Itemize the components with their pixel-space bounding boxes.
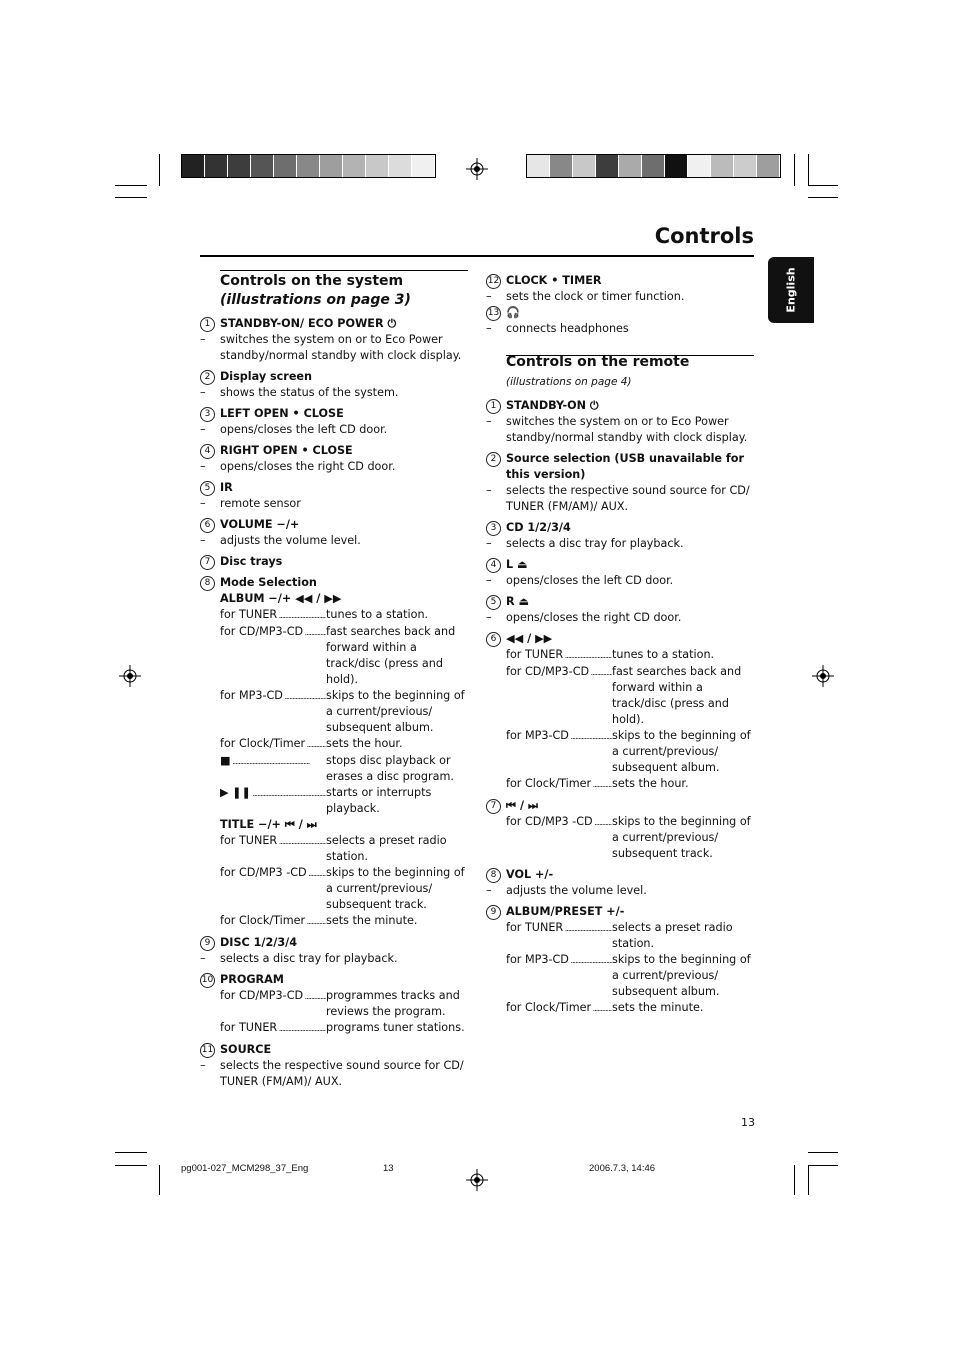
item-description: – opens/closes the right CD door. xyxy=(220,459,468,475)
item-title-text: PROGRAM xyxy=(220,973,284,986)
section-heading-text: Controls on the remote xyxy=(506,354,690,370)
row-value: sets the hour. xyxy=(326,737,403,750)
item-number: 4 xyxy=(486,558,501,573)
crop-mark xyxy=(794,154,795,186)
item-number: 6 xyxy=(200,518,215,533)
item-title-text: ◀◀ / ▶▶ xyxy=(506,632,553,645)
table-row xyxy=(220,753,468,785)
color-swatch xyxy=(320,155,343,177)
item-title xyxy=(204,575,468,591)
item-number: 4 xyxy=(200,444,215,459)
row-value: sets the minute. xyxy=(612,1001,704,1014)
section-heading-sub: (illustrations on page 4) xyxy=(506,376,632,388)
item-description: – shows the status of the system. xyxy=(220,385,468,401)
row-value: tunes to a station. xyxy=(612,648,715,661)
crop-mark xyxy=(115,1165,147,1166)
row-value: selects a preset radio station. xyxy=(612,921,733,950)
item-title-text: R ⏏ xyxy=(506,595,530,608)
item-number: 9 xyxy=(200,936,215,951)
row-label: for MP3-CD ..... xyxy=(506,728,612,776)
color-swatch xyxy=(734,155,757,177)
album-rows xyxy=(220,607,468,817)
row-value: skips to the beginning of a current/previous/ subsequent album. xyxy=(326,689,465,734)
color-swatch xyxy=(343,155,366,177)
page-number: 13 xyxy=(741,1116,755,1129)
registration-mark-icon xyxy=(466,158,488,180)
color-bar-left xyxy=(181,154,436,178)
section-heading xyxy=(506,353,754,392)
table-row xyxy=(506,664,754,728)
registration-mark-icon xyxy=(812,665,834,687)
color-swatch xyxy=(205,155,228,177)
section-heading xyxy=(220,272,468,310)
item-title xyxy=(490,904,754,920)
item-title xyxy=(490,867,754,883)
crop-mark xyxy=(808,1165,809,1195)
table-row xyxy=(220,688,468,736)
list-item xyxy=(204,316,468,364)
item-number: 13 xyxy=(486,306,501,321)
list-item xyxy=(204,554,468,570)
item-title xyxy=(204,443,468,459)
list-item xyxy=(204,480,468,512)
row-label: for MP3-CD ..... xyxy=(506,952,612,1000)
item-description: – adjusts the volume level. xyxy=(506,883,754,899)
system-controls-column xyxy=(201,272,468,1090)
table-row xyxy=(220,988,468,1020)
section-heading-text: Controls on the system xyxy=(220,273,404,289)
item-title-text: CD 1/2/3/4 xyxy=(506,521,571,534)
footer-date: 2006.7.3, 14:46 xyxy=(589,1163,656,1174)
color-bar-right xyxy=(526,154,781,178)
item-title-text: Display screen xyxy=(220,370,312,383)
row-label: for MP3-CD ..... xyxy=(220,688,326,736)
item-title xyxy=(487,273,754,289)
table-row xyxy=(220,736,468,753)
table-row xyxy=(220,785,468,817)
row-label: for TUNER ..... xyxy=(220,1020,326,1037)
row-value: fast searches back and forward within a track/disc (press and hold). xyxy=(326,625,456,686)
row-label: for Clock/Timer ..... xyxy=(220,736,326,753)
crop-mark xyxy=(115,185,147,186)
list-item xyxy=(201,972,468,1037)
row-label: for TUNER ..... xyxy=(506,920,612,952)
registration-mark-icon xyxy=(466,1169,488,1191)
row-value: starts or interrupts playback. xyxy=(326,786,432,815)
color-swatch xyxy=(412,155,435,177)
list-item xyxy=(204,369,468,401)
item-description: – remote sensor xyxy=(220,496,468,512)
table-row xyxy=(506,1000,754,1017)
table-row xyxy=(220,865,468,913)
color-swatch xyxy=(527,155,550,177)
item-number: 7 xyxy=(200,555,215,570)
row-label: for TUNER ..... xyxy=(220,833,326,865)
table-row xyxy=(506,728,754,776)
list-item xyxy=(490,798,754,862)
list-item xyxy=(490,451,754,515)
list-item xyxy=(204,575,468,930)
color-swatch xyxy=(550,155,573,177)
table-row xyxy=(220,1020,468,1037)
crop-mark xyxy=(808,197,838,198)
item-title xyxy=(204,554,468,570)
album-label: ALBUM −/+ ◀◀ / ▶▶ xyxy=(220,592,342,605)
row-label: for CD/MP3 -CD ..... xyxy=(506,814,612,862)
item-number: 5 xyxy=(200,481,215,496)
row-value: skips to the beginning of a current/previous/ subsequent album. xyxy=(612,729,751,774)
item-title-text: Source selection (USB unavailable for this version) xyxy=(506,452,744,481)
program-rows xyxy=(220,988,468,1037)
row-value: fast searches back and forward within a track/disc (press and hold). xyxy=(612,665,742,726)
item-title xyxy=(204,369,468,385)
row-value: programs tuner stations. xyxy=(326,1021,465,1034)
crop-mark xyxy=(794,1165,795,1195)
item-number: 12 xyxy=(486,274,501,289)
item-number: 5 xyxy=(486,595,501,610)
language-tab-label: English xyxy=(784,267,798,313)
crop-mark xyxy=(159,1165,160,1195)
table-row xyxy=(220,624,468,688)
item-title xyxy=(490,594,754,610)
item-title-text: CLOCK • TIMER xyxy=(506,274,602,287)
item-number: 8 xyxy=(200,576,215,591)
row-label: for TUNER ..... xyxy=(506,647,612,664)
item-description: – opens/closes the left CD door. xyxy=(506,573,754,589)
color-swatch xyxy=(251,155,274,177)
item-title-text: VOL +/- xyxy=(506,868,554,881)
table-row xyxy=(506,647,754,664)
item-number: 1 xyxy=(486,399,501,414)
list-item xyxy=(490,398,754,446)
item-title xyxy=(490,557,754,573)
table-row xyxy=(220,833,468,865)
item-title-text: SOURCE xyxy=(220,1043,272,1056)
row-label: ■ ..... xyxy=(220,753,326,785)
item-title-text: IR xyxy=(220,481,233,494)
row-value: sets the minute. xyxy=(326,914,418,927)
list-item xyxy=(490,867,754,899)
row-value: programmes tracks and reviews the program. xyxy=(326,989,460,1018)
crop-mark xyxy=(115,197,147,198)
color-swatch xyxy=(642,155,665,177)
row-value: tunes to a station. xyxy=(326,608,429,621)
item-title-text: LEFT OPEN • CLOSE xyxy=(220,407,344,420)
item-number: 9 xyxy=(486,905,501,920)
list-item xyxy=(487,273,754,305)
list-item xyxy=(490,557,754,589)
row-label: for CD/MP3-CD ..... xyxy=(506,664,612,728)
row-value: skips to the beginning of a current/previous/ subsequent album. xyxy=(612,953,751,998)
item-rows xyxy=(506,814,754,862)
title-label: TITLE −/+ ⏮ / ⏭ xyxy=(220,818,317,831)
item-title xyxy=(204,316,468,332)
item-description: – selects the respective sound source for CD/ TUNER (FM/AM)/ AUX. xyxy=(220,1058,468,1090)
color-swatch xyxy=(688,155,711,177)
item-description: – switches the system on or to Eco Power standby/normal standby with clock display. xyxy=(506,414,754,446)
crop-mark xyxy=(159,154,160,186)
item-title-text: STANDBY-ON/ ECO POWER ⏻ xyxy=(220,317,397,330)
color-swatch xyxy=(274,155,297,177)
item-number: 1 xyxy=(200,317,215,332)
list-item xyxy=(201,1042,468,1090)
registration-mark-icon xyxy=(119,665,141,687)
item-description: – opens/closes the left CD door. xyxy=(220,422,468,438)
list-item xyxy=(204,935,468,967)
item-number: 3 xyxy=(200,407,215,422)
color-swatch xyxy=(757,155,780,177)
row-label: for Clock/Timer ..... xyxy=(506,1000,612,1017)
footer-page: 13 xyxy=(383,1163,394,1174)
list-item xyxy=(204,406,468,438)
color-swatch xyxy=(389,155,412,177)
item-description: – selects a disc tray for playback. xyxy=(506,536,754,552)
headphones-icon: 🎧 xyxy=(506,306,520,319)
remote-controls-column xyxy=(487,268,754,1017)
table-row xyxy=(506,776,754,793)
remote-items xyxy=(490,398,754,626)
row-value: skips to the beginning of a current/previous/ subsequent track. xyxy=(326,866,465,911)
crop-mark xyxy=(808,185,838,186)
item-rows xyxy=(506,920,754,1017)
row-value: sets the hour. xyxy=(612,777,689,790)
color-swatch xyxy=(297,155,320,177)
item-title-text: ALBUM/PRESET +/- xyxy=(506,905,625,918)
list-item xyxy=(487,305,754,337)
item-description: – connects headphones xyxy=(506,321,754,337)
item-description: – selects the respective sound source for CD/ TUNER (FM/AM)/ AUX. xyxy=(506,483,754,515)
crop-mark xyxy=(808,154,809,186)
item-number: 6 xyxy=(486,632,501,647)
item-description: – opens/closes the right CD door. xyxy=(506,610,754,626)
item-title-text: RIGHT OPEN • CLOSE xyxy=(220,444,353,457)
row-value: skips to the beginning of a current/previous/ subsequent track. xyxy=(612,815,751,860)
color-swatch xyxy=(366,155,389,177)
item-description: – switches the system on or to Eco Power standby/normal standby with clock display. xyxy=(220,332,468,364)
row-value: stops disc playback or erases a disc program. xyxy=(326,754,454,783)
row-label: for Clock/Timer ..... xyxy=(220,913,326,930)
list-item xyxy=(204,443,468,475)
item-title xyxy=(201,972,468,988)
crop-mark xyxy=(115,1152,147,1153)
row-label: for CD/MP3-CD ..... xyxy=(220,624,326,688)
color-swatch xyxy=(711,155,734,177)
row-value: selects a preset radio station. xyxy=(326,834,447,863)
item-title xyxy=(204,406,468,422)
item-description: – adjusts the volume level. xyxy=(220,533,468,549)
list-item xyxy=(490,520,754,552)
item-number: 2 xyxy=(200,370,215,385)
item-title xyxy=(490,398,754,414)
item-title-text: Mode Selection xyxy=(220,576,317,589)
item-number: 2 xyxy=(486,452,501,467)
section-rule xyxy=(220,270,468,271)
item-title-text: STANDBY-ON ⏻ xyxy=(506,399,599,412)
table-row xyxy=(506,952,754,1000)
row-label: ▶ ❚❚ ..... xyxy=(220,785,326,817)
item-description: – sets the clock or timer function. xyxy=(506,289,754,305)
item-title xyxy=(204,935,468,951)
item-title-text: DISC 1/2/3/4 xyxy=(220,936,298,949)
item-title xyxy=(487,305,754,321)
item-number: 8 xyxy=(486,868,501,883)
color-swatch xyxy=(665,155,688,177)
color-swatch xyxy=(182,155,205,177)
row-label: for Clock/Timer ..... xyxy=(506,776,612,793)
list-item xyxy=(490,594,754,626)
item-title xyxy=(490,520,754,536)
crop-mark xyxy=(808,1165,838,1166)
item-number: 3 xyxy=(486,521,501,536)
item-rows xyxy=(506,647,754,793)
item-title xyxy=(490,451,754,483)
row-label: for CD/MP3 -CD ..... xyxy=(220,865,326,913)
color-swatch xyxy=(596,155,619,177)
item-title xyxy=(204,480,468,496)
item-title-text: Disc trays xyxy=(220,555,283,568)
item-number: 10 xyxy=(200,973,215,988)
table-row xyxy=(506,920,754,952)
language-tab xyxy=(768,257,814,323)
item-description: – selects a disc tray for playback. xyxy=(220,951,468,967)
item-number: 11 xyxy=(200,1043,215,1058)
title-rule xyxy=(200,255,754,257)
crop-mark xyxy=(808,1152,838,1153)
section-heading-sub: (illustrations on page 3) xyxy=(220,292,411,308)
item-title xyxy=(490,631,754,647)
color-swatch xyxy=(228,155,251,177)
list-item xyxy=(204,517,468,549)
item-title-text: L ⏏ xyxy=(506,558,528,571)
item-number: 7 xyxy=(486,799,501,814)
color-swatch xyxy=(619,155,642,177)
list-item xyxy=(490,631,754,793)
row-label: for CD/MP3-CD ..... xyxy=(220,988,326,1020)
page-title: Controls xyxy=(654,224,754,248)
color-swatch xyxy=(573,155,596,177)
table-row xyxy=(220,913,468,930)
item-title-text: ⏮ / ⏭ xyxy=(506,799,539,812)
item-title-text: VOLUME −/+ xyxy=(220,518,300,531)
table-row xyxy=(220,607,468,624)
list-item xyxy=(490,904,754,1017)
item-title xyxy=(201,1042,468,1058)
row-label: for TUNER ..... xyxy=(220,607,326,624)
footer-file: pg001-027_MCM298_37_Eng xyxy=(181,1163,309,1174)
table-row xyxy=(506,814,754,862)
item-title xyxy=(490,798,754,814)
system-items xyxy=(204,316,468,570)
title-rows xyxy=(220,833,468,930)
item-title xyxy=(204,517,468,533)
